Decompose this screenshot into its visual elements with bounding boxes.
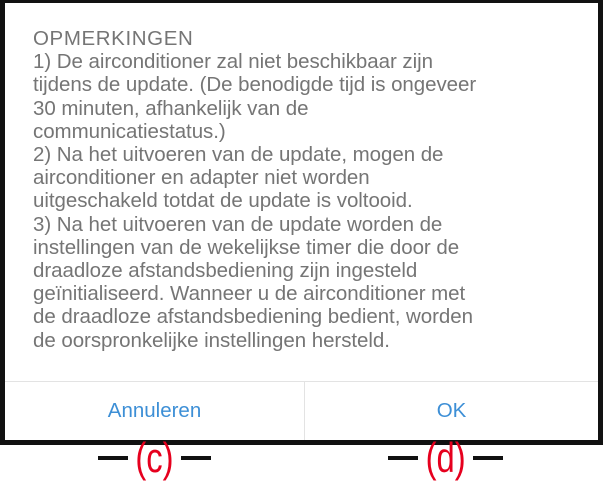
callout-cancel-label: (c) (135, 434, 174, 481)
callout-line-left (388, 456, 418, 460)
dialog-message: 1) De airconditioner zal niet beschikbaar zijn tijdens de update. (De benodigde tijd is ongeveer 30 minuten, afhankelijk van de communicatiestatus.) 2) Na het uitvoeren van de update, mogen de airconditioner en adapter niet worden uitgeschakeld totdat de update is voltooid. 3) Na het uitvoeren van de update worden de instellingen van de wekelijkse timer die door de draadloze afstandsbediening zijn ingesteld geïnitialiseerd. Wanneer u de airconditioner met de draadloze afstandsbediening bedient, worden de oorspronkelijke instellingen hersteld. (33, 50, 477, 352)
callout-line-right (181, 456, 211, 460)
cancel-button-label: Annuleren (107, 399, 202, 422)
callout-ok (388, 430, 503, 486)
callout-line-left (98, 456, 128, 460)
callout-cancel (98, 430, 211, 486)
callout-line-right (473, 456, 503, 460)
dialog-body (33, 27, 583, 352)
ok-button-label: OK (436, 399, 467, 422)
callout-ok-label: (d) (425, 434, 466, 481)
dialog-title: OPMERKINGEN (33, 27, 194, 50)
